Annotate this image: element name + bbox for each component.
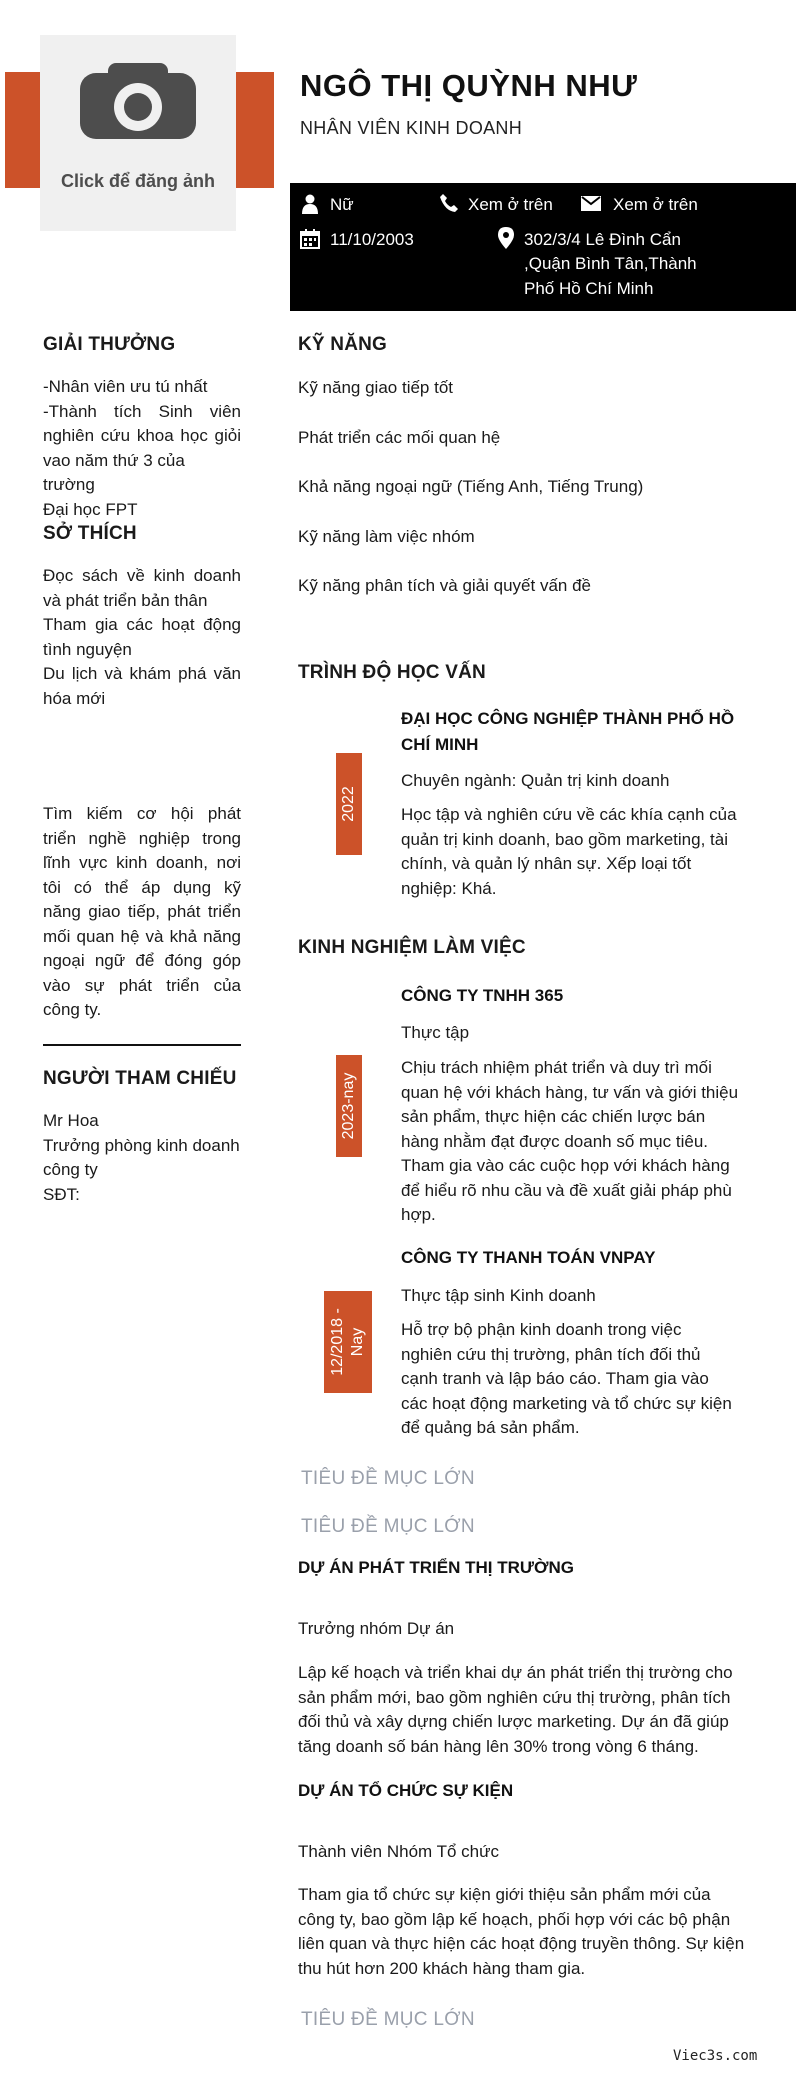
company-name: CÔNG TY THANH TOÁN VNPAY [401, 1248, 656, 1267]
education-year: 2022 [340, 786, 357, 822]
project-role: Thành viên Nhóm Tổ chức [298, 1842, 499, 1861]
education-year-badge [336, 753, 362, 855]
education-title: TRÌNH ĐỘ HỌC VẤN [298, 662, 486, 683]
footer-watermark: Viec3s.com [673, 2048, 758, 2064]
references-title: NGƯỜI THAM CHIẾU [43, 1068, 237, 1089]
placeholder-section-title[interactable]: TIÊU ĐỀ MỤC LỚN [301, 1468, 475, 1489]
reference-line: Trưởng phòng kinh doanh [43, 1135, 240, 1155]
hobbies-line: hóa mới [43, 688, 106, 708]
project-title: DỰ ÁN TỔ CHỨC SỰ KIỆN [298, 1781, 514, 1800]
location-pin-icon [498, 227, 514, 249]
placeholder-section-title[interactable]: TIÊU ĐỀ MỤC LỚN [301, 2009, 475, 2030]
objective-line: mối quan hệ và khả năng [43, 926, 241, 946]
education-major: Chuyên ngành: Quản trị kinh doanh [401, 771, 670, 790]
hobbies-title: SỞ THÍCH [43, 523, 137, 544]
job-desc-line: sản phẩm, thực hiện các chiến lược bán [401, 1107, 706, 1126]
awards-line: nghiên cứu khoa học giỏi [43, 426, 241, 445]
job-role: Thực tập [401, 1023, 470, 1042]
skill-item: Kỹ năng phân tích và giải quyết vấn đề [298, 576, 591, 595]
hobbies-line: Tham gia các hoạt động [43, 615, 241, 634]
objective-line: Tìm kiếm cơ hội phát [43, 804, 241, 823]
email-value: Xem ở trên [613, 195, 698, 214]
job-desc-line: các hoạt động marketing và tổ chức sự kiện [401, 1393, 732, 1413]
awards-line: vao năm thứ 3 của trường [43, 450, 185, 494]
reference-line: công ty [43, 1160, 98, 1179]
hobbies-line: Du lịch và khám phá văn [43, 664, 241, 683]
phone-icon [439, 193, 459, 213]
skill-item: Khả năng ngoại ngữ (Tiếng Anh, Tiếng Trung) [298, 477, 644, 496]
project-desc-line: Tham gia tổ chức sự kiện giới thiệu sản phẩm mới của [298, 1885, 711, 1904]
accent-bar-left [5, 72, 43, 188]
hobbies-line: tình nguyện [43, 639, 132, 659]
school-name [401, 706, 734, 758]
awards-title: GIẢI THƯỞNG [43, 334, 176, 355]
photo-caption: Click để đăng ảnh [60, 171, 216, 191]
job-desc-line: cạnh tranh và lập báo cáo. Tham gia vào [401, 1369, 709, 1388]
objective-line: tôi có thể áp dụng kỹ [43, 877, 241, 897]
birthday-value: 11/10/2003 [330, 230, 414, 249]
education-description [401, 803, 737, 901]
job-desc-line: để hiểu rõ nhu cầu và đề xuất giải pháp phù [401, 1180, 732, 1200]
awards-line: -Nhân viên ưu tú nhất [43, 377, 208, 396]
company-name: CÔNG TY TNHH 365 [401, 986, 564, 1005]
hobbies-line: Đọc sách về kinh doanh [43, 566, 241, 585]
education-desc-line: Học tập và nghiên cứu về các khía cạnh của [401, 805, 737, 824]
person-icon [301, 194, 319, 214]
project-description [298, 1883, 744, 1981]
school-name-line: ĐẠI HỌC CÔNG NGHIỆP THÀNH PHỐ HỒ [401, 709, 735, 728]
project-role: Trưởng nhóm Dự án [298, 1619, 455, 1638]
skills-title: KỸ NĂNG [298, 334, 388, 355]
gender-value: Nữ [330, 195, 354, 214]
awards-line: Đại học FPT [43, 499, 138, 519]
project-desc-line: liên quan và thực hiện các hoạt động truyền thông. Sự kiện [298, 1934, 745, 1953]
accent-bar-right [236, 72, 274, 188]
project-desc-line: Lập kế hoạch và triển khai dự án phát triển thị trường cho [298, 1663, 733, 1682]
reference-line: SĐT: [43, 1184, 80, 1204]
project-title: DỰ ÁN PHÁT TRIỂN THỊ TRƯỜNG [298, 1558, 574, 1577]
objective-line: vào sự phát triển của [43, 975, 241, 995]
project-description [298, 1661, 733, 1759]
references-content [43, 1109, 263, 1207]
job-role: Thực tập sinh Kinh doanh [401, 1286, 596, 1305]
job-desc-line: quan hệ với khách hàng, tư vấn và giới thiệu [401, 1082, 739, 1102]
reference-line: Mr Hoa [43, 1111, 99, 1130]
project-desc-line: đối thủ và xây dựng chiến lược marketing. Dự án đã giúp [298, 1712, 729, 1731]
job-description [401, 1056, 738, 1228]
address-line-3: Phố Hồ Chí Minh [524, 279, 654, 298]
objective-line: lĩnh vực kinh doanh, nơi [43, 853, 241, 872]
job-desc-line: Chịu trách nhiệm phát triển và duy trì mối [401, 1058, 712, 1077]
job-period-line: Nay [349, 1327, 366, 1357]
email-icon [581, 196, 601, 211]
project-desc-line: thu hút hơn 200 khách hàng tham gia. [298, 1958, 586, 1978]
school-name-line: CHÍ MINH [401, 735, 479, 754]
objective-line: công ty. [43, 1000, 102, 1019]
awards-content [43, 375, 241, 522]
job-desc-line: hàng nhằm đạt được doanh số mục tiêu. [401, 1131, 708, 1151]
education-desc-line: chính, và quản lý nhân sự. Xếp loại tốt [401, 854, 692, 873]
full-name: NGÔ THỊ QUỲNH NHƯ [300, 68, 638, 103]
experience-title: KINH NGHIỆM LÀM VIỆC [298, 937, 526, 958]
objective-line: ngoại ngữ để đóng góp [43, 951, 241, 970]
job-desc-line: để quảng bá sản phẩm. [401, 1418, 580, 1437]
job-period: 2023-nay [340, 1072, 357, 1140]
awards-line: -Thành tích Sinh viên [43, 401, 241, 421]
address-line-1: 302/3/4 Lê Đình Cẩn [524, 230, 681, 249]
project-desc-line: tăng doanh số bán hàng lên 30% trong vòng 6 tháng. [298, 1736, 699, 1756]
job-desc-line: hợp. [401, 1205, 436, 1224]
hobbies-line: và phát triển bản thân [43, 590, 208, 610]
job-position: NHÂN VIÊN KINH DOANH [300, 118, 523, 138]
calendar-icon [300, 229, 320, 249]
camera-lens-inner [124, 93, 152, 121]
job-period [328, 1308, 368, 1376]
job-desc-line: nghiên cứu thị trường, phân tích đối thủ [401, 1344, 701, 1364]
phone-value: Xem ở trên [468, 195, 553, 214]
contact-info-box [290, 183, 796, 311]
section-divider [43, 1044, 241, 1046]
project-desc-line: sản phẩm mới, bao gồm nghiên cứu thị trường, phân tích [298, 1687, 731, 1707]
job-desc-line: Hỗ trợ bộ phận kinh doanh trong việc [401, 1320, 682, 1339]
photo-upload[interactable] [40, 35, 236, 231]
hobbies-content [43, 564, 241, 711]
job-period-line: 12/2018 - [329, 1308, 346, 1376]
placeholder-section-title[interactable]: TIÊU ĐỀ MỤC LỚN [301, 1516, 475, 1537]
project-desc-line: công ty, bao gồm lập kế hoạch, phối hợp với các bộ phận [298, 1909, 731, 1929]
job-period-badge [336, 1055, 362, 1157]
skill-item: Phát triển các mối quan hệ [298, 428, 501, 447]
skill-item: Kỹ năng làm việc nhóm [298, 527, 475, 546]
job-description [401, 1318, 732, 1441]
objective-line: năng giao tiếp, phát triển [43, 902, 241, 921]
job-period-badge [324, 1291, 372, 1393]
objective-line: triển nghề nghiệp trong [43, 828, 241, 848]
job-desc-line: Tham gia vào các cuộc họp với khách hàng [401, 1156, 730, 1175]
address-line-2: ,Quận Bình Tân,Thành [524, 254, 697, 273]
skill-item: Kỹ năng giao tiếp tốt [298, 378, 454, 397]
education-desc-line: nghiệp: Khá. [401, 878, 497, 898]
career-objective [43, 802, 241, 1023]
education-desc-line: quản trị kinh doanh, bao gồm marketing, tài [401, 829, 728, 849]
